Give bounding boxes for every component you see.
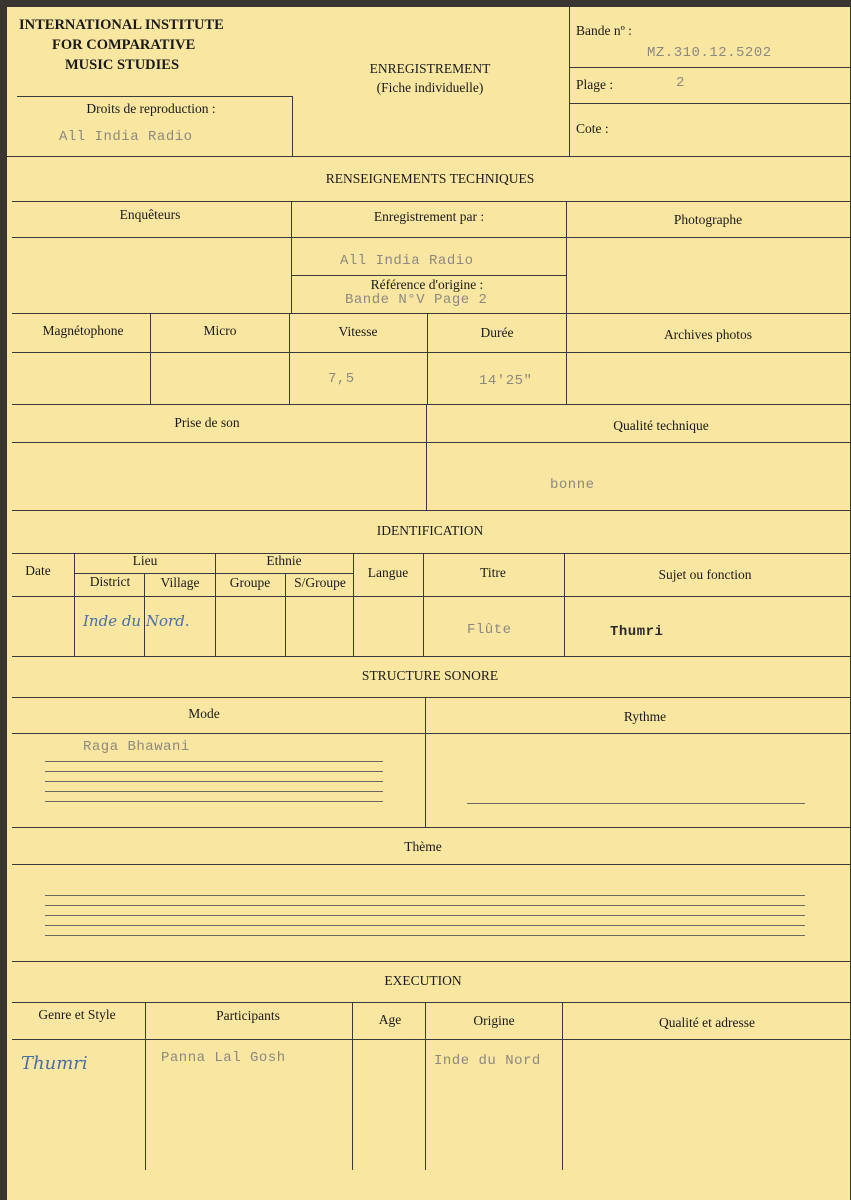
genre-label: Genre et Style [38, 1007, 116, 1022]
vitesse-label: Vitesse [338, 324, 378, 339]
village-label: Village [160, 575, 200, 590]
section-heading-execution: EXECUTION [384, 973, 462, 988]
sgroupe-label: S/Groupe [294, 575, 346, 590]
divider [427, 313, 428, 405]
sujet-value: Thumri [610, 624, 664, 640]
divider [17, 96, 293, 97]
writing-line [45, 761, 383, 762]
writing-line [45, 925, 805, 926]
micro-label: Micro [203, 323, 237, 338]
rights-label: Droits de reproduction : [86, 101, 216, 116]
institute-name: INTERNATIONAL INSTITUTE [19, 17, 224, 33]
duree-label: Durée [480, 325, 514, 340]
enregistrement-label: Enregistrement par : [373, 209, 485, 224]
divider [12, 656, 850, 657]
district-label: District [89, 574, 131, 589]
divider [566, 201, 567, 313]
reference-value: Bande N°V Page 2 [345, 292, 488, 308]
divider [285, 573, 286, 656]
qualite-adresse-label: Qualité et adresse [659, 1015, 755, 1030]
divider [12, 827, 850, 828]
divider [425, 1002, 426, 1170]
genre-value: Thumri [21, 1053, 88, 1074]
writing-line [45, 771, 383, 772]
cote-label: Cote : [576, 121, 609, 136]
writing-line [45, 781, 383, 782]
divider [569, 103, 850, 104]
divider [562, 1002, 563, 1170]
qualite-label: Qualité technique [613, 418, 709, 433]
rythme-label: Rythme [623, 709, 667, 724]
writing-line [467, 803, 805, 804]
divider [12, 961, 850, 962]
mode-value: Raga Bhawani [83, 739, 190, 755]
divider [353, 553, 354, 656]
writing-line [45, 935, 805, 936]
section-heading-technique: RENSEIGNEMENTS TECHNIQUES [325, 171, 535, 186]
langue-label: Langue [367, 565, 409, 580]
divider [12, 864, 850, 865]
divider [289, 313, 290, 405]
divider [12, 201, 850, 202]
vitesse-value: 7,5 [328, 371, 355, 387]
divider [569, 7, 570, 157]
writing-line [45, 801, 383, 802]
enregistrement-value: All India Radio [340, 253, 474, 269]
lieu-label: Lieu [132, 553, 158, 568]
age-label: Age [378, 1012, 402, 1027]
writing-line [45, 791, 383, 792]
divider [145, 1002, 146, 1170]
form-title: ENREGISTREMENT [369, 61, 491, 76]
participants-value: Panna Lal Gosh [161, 1050, 286, 1066]
divider [215, 553, 216, 656]
divider [12, 697, 850, 698]
titre-value: Flûte [467, 622, 512, 638]
divider [423, 553, 424, 656]
archives-label: Archives photos [663, 327, 753, 342]
rights-value: All India Radio [59, 129, 193, 145]
institute-name: MUSIC STUDIES [65, 57, 180, 73]
divider [12, 1002, 850, 1003]
divider [150, 313, 151, 405]
sujet-label: Sujet ou fonction [658, 567, 752, 582]
plage-value: 2 [676, 75, 685, 91]
divider [12, 596, 850, 597]
duree-value: 14'25" [479, 373, 533, 389]
bande-value: MZ.310.12.5202 [647, 45, 772, 61]
writing-line [45, 905, 805, 906]
date-label: Date [25, 563, 51, 578]
enqueteurs-label: Enquêteurs [119, 207, 181, 222]
divider [569, 67, 850, 68]
divider [292, 96, 293, 156]
divider [12, 313, 850, 314]
origine-label: Origine [473, 1013, 515, 1028]
origine-value: Inde du Nord [434, 1053, 541, 1069]
photographe-label: Photographe [673, 212, 743, 227]
institute-name: FOR COMPARATIVE [52, 37, 196, 53]
qualite-value: bonne [550, 477, 595, 493]
divider [74, 553, 75, 656]
section-heading-identification: IDENTIFICATION [376, 523, 484, 538]
divider [12, 510, 850, 511]
ethnie-label: Ethnie [266, 553, 302, 568]
theme-label: Thème [404, 839, 442, 854]
index-card [7, 7, 850, 1200]
divider [425, 697, 426, 827]
divider [291, 201, 292, 313]
divider [12, 237, 850, 238]
writing-line [45, 915, 805, 916]
titre-label: Titre [480, 565, 506, 580]
mode-label: Mode [188, 706, 220, 721]
divider [12, 352, 850, 353]
writing-line [45, 895, 805, 896]
lieu-value: Inde du Nord. [83, 612, 190, 630]
divider [12, 442, 850, 443]
divider [12, 404, 850, 405]
reference-label: Référence d'origine : [370, 277, 484, 292]
divider [12, 733, 850, 734]
divider [352, 1002, 353, 1170]
section-heading-structure: STRUCTURE SONORE [361, 668, 499, 683]
plage-label: Plage : [576, 77, 614, 92]
divider [566, 313, 567, 405]
form-subtitle: (Fiche individuelle) [376, 80, 484, 95]
groupe-label: Groupe [229, 575, 271, 590]
divider [12, 1039, 850, 1040]
divider [564, 553, 565, 656]
divider [7, 156, 850, 157]
participants-label: Participants [216, 1008, 280, 1023]
bande-label: Bande nº : [576, 23, 632, 38]
prise-label: Prise de son [174, 415, 240, 430]
divider [426, 404, 427, 510]
magnetophone-label: Magnétophone [42, 323, 124, 338]
